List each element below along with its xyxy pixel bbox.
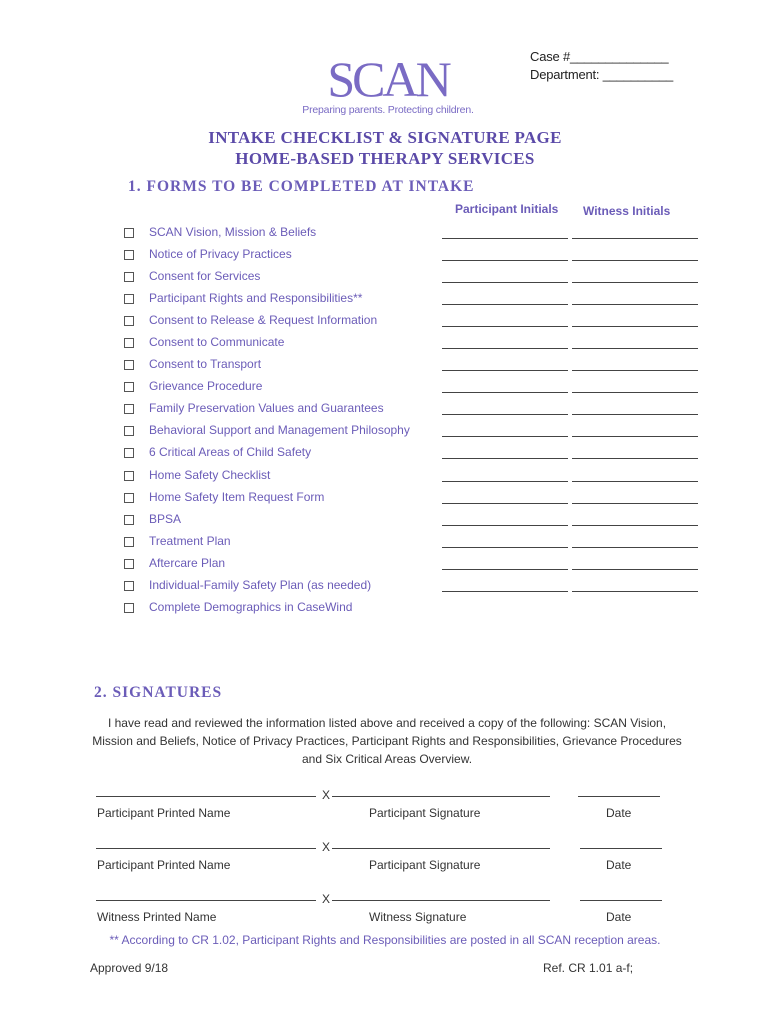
witness-initials-line[interactable] <box>572 260 698 261</box>
signature-x-mark: X <box>322 892 331 906</box>
checklist-item <box>124 224 704 246</box>
reference-code: Ref. CR 1.01 a-f; <box>543 961 634 975</box>
participant-initials-line[interactable] <box>442 458 568 459</box>
checkbox[interactable] <box>124 537 134 547</box>
participant-initials-line[interactable] <box>442 282 568 283</box>
participant-initials-line[interactable] <box>442 304 568 305</box>
forms-checklist <box>124 224 704 621</box>
signature-label: Witness Signature <box>369 910 467 924</box>
case-info <box>530 48 673 84</box>
signature-line[interactable] <box>332 900 550 901</box>
checklist-item-label: 6 Critical Areas of Child Safety <box>149 445 312 460</box>
checklist-item-label: Family Preservation Values and Guarantees <box>149 401 384 416</box>
signature-line[interactable] <box>332 796 550 797</box>
checklist-item-label: Aftercare Plan <box>149 555 226 570</box>
participant-initials-line[interactable] <box>442 436 568 437</box>
signature-label: Participant Signature <box>369 806 481 820</box>
scan-logo <box>300 51 476 116</box>
printed-name-label: Participant Printed Name <box>97 806 231 820</box>
witness-initials-line[interactable] <box>572 569 698 570</box>
checklist-item-label: SCAN Vision, Mission & Beliefs <box>149 225 317 239</box>
participant-initials-line[interactable] <box>442 525 568 526</box>
printed-name-line[interactable] <box>96 796 316 797</box>
checkbox[interactable] <box>124 426 134 436</box>
checklist-item-label: Home Safety Item Request Form <box>149 489 325 504</box>
signature-x-mark: X <box>322 840 331 854</box>
checklist-item <box>124 246 704 268</box>
page-subtitle: HOME-BASED THERAPY SERVICES <box>235 149 535 168</box>
witness-initials-line[interactable] <box>572 392 698 393</box>
checkbox[interactable] <box>124 448 134 458</box>
participant-initials-line[interactable] <box>442 326 568 327</box>
participant-initials-line[interactable] <box>442 392 568 393</box>
checklist-item <box>124 555 704 577</box>
witness-initials-line[interactable] <box>572 348 698 349</box>
participant-initials-line[interactable] <box>442 503 568 504</box>
approved-date: Approved 9/18 <box>90 961 169 975</box>
checklist-item <box>124 511 704 533</box>
witness-initials-line[interactable] <box>572 503 698 504</box>
checkbox[interactable] <box>124 603 134 613</box>
checklist-item <box>124 400 704 422</box>
checkbox[interactable] <box>124 404 134 414</box>
footnote: ** According to CR 1.02, Participant Rights and Responsibilities are posted in all SCAN reception areas. <box>109 933 661 947</box>
checklist-item <box>124 268 704 290</box>
checklist-item <box>124 356 704 378</box>
witness-initials-line[interactable] <box>572 326 698 327</box>
case-number-field[interactable]: Case #______________ <box>530 49 669 64</box>
department-field[interactable]: Department: __________ <box>530 67 674 82</box>
witness-initials-line[interactable] <box>572 304 698 305</box>
checklist-item-label: Individual-Family Safety Plan (as needed) <box>149 577 372 592</box>
checklist-item-label: Behavioral Support and Management Philosophy <box>149 423 410 438</box>
checklist-item <box>124 422 704 444</box>
checkbox[interactable] <box>124 382 134 392</box>
checklist-item-label: Grievance Procedure <box>149 379 263 394</box>
checklist-item <box>124 444 704 466</box>
signature-row <box>0 840 770 888</box>
checkbox[interactable] <box>124 294 134 304</box>
checkbox[interactable] <box>124 581 134 591</box>
checkbox[interactable] <box>124 471 134 481</box>
checklist-item <box>124 599 704 621</box>
section-signatures-heading: 2. SIGNATURES <box>94 684 223 701</box>
checkbox[interactable] <box>124 360 134 370</box>
witness-initials-line[interactable] <box>572 436 698 437</box>
signature-row <box>0 788 770 836</box>
signature-x-mark: X <box>322 788 331 802</box>
checklist-item-label: Consent to Communicate <box>149 335 285 350</box>
date-label: Date <box>606 858 632 872</box>
checklist-item <box>124 290 704 312</box>
witness-initials-line[interactable] <box>572 282 698 283</box>
witness-initials-line[interactable] <box>572 481 698 482</box>
participant-initials-line[interactable] <box>442 260 568 261</box>
checkbox[interactable] <box>124 515 134 525</box>
participant-initials-line[interactable] <box>442 348 568 349</box>
checklist-item-label: Consent to Release & Request Information <box>149 313 378 328</box>
participant-initials-line[interactable] <box>442 547 568 548</box>
logo-wordmark: SCAN <box>327 51 449 107</box>
checklist-item <box>124 577 704 599</box>
date-line[interactable] <box>580 900 662 901</box>
checkbox[interactable] <box>124 250 134 260</box>
date-label: Date <box>606 806 632 820</box>
signature-line[interactable] <box>332 848 550 849</box>
participant-initials-header: Participant Initials <box>455 202 559 216</box>
checklist-item <box>124 467 704 489</box>
date-label: Date <box>606 910 632 924</box>
witness-initials-line[interactable] <box>572 547 698 548</box>
checkbox[interactable] <box>124 493 134 503</box>
checklist-item <box>124 533 704 555</box>
checklist-item-label: Notice of Privacy Practices <box>149 247 292 262</box>
checkbox[interactable] <box>124 316 134 326</box>
checkbox[interactable] <box>124 559 134 569</box>
checkbox[interactable] <box>124 272 134 282</box>
checklist-item-label: Consent to Transport <box>149 357 262 372</box>
date-line[interactable] <box>578 796 660 797</box>
witness-initials-line[interactable] <box>572 414 698 415</box>
printed-name-line[interactable] <box>96 900 316 901</box>
checklist-item <box>124 378 704 400</box>
checklist-item-label: Participant Rights and Responsibilities** <box>149 291 363 306</box>
checklist-item-label: Consent for Services <box>149 269 261 284</box>
checklist-item-label: Treatment Plan <box>149 533 231 548</box>
page-title: INTAKE CHECKLIST & SIGNATURE PAGE <box>208 128 562 147</box>
witness-initials-line[interactable] <box>572 458 698 459</box>
checklist-item-label: Home Safety Checklist <box>149 467 271 482</box>
participant-initials-line[interactable] <box>442 569 568 570</box>
witness-initials-line[interactable] <box>572 591 698 592</box>
witness-initials-line[interactable] <box>572 370 698 371</box>
checklist-item <box>124 312 704 334</box>
section-forms-heading: 1. FORMS TO BE COMPLETED AT INTAKE <box>128 178 475 195</box>
checklist-item-label: BPSA <box>149 511 182 526</box>
checklist-item <box>124 489 704 511</box>
participant-initials-line[interactable] <box>442 414 568 415</box>
participant-initials-line[interactable] <box>442 370 568 371</box>
checkbox[interactable] <box>124 228 134 238</box>
printed-name-line[interactable] <box>96 848 316 849</box>
witness-initials-line[interactable] <box>572 525 698 526</box>
checkbox[interactable] <box>124 338 134 348</box>
logo-tagline: Preparing parents. Protecting children. <box>302 104 474 116</box>
witness-initials-header: Witness Initials <box>583 204 671 218</box>
participant-initials-line[interactable] <box>442 238 568 239</box>
date-line[interactable] <box>580 848 662 849</box>
signature-label: Participant Signature <box>369 858 481 872</box>
participant-initials-line[interactable] <box>442 591 568 592</box>
acknowledgement-text: I have read and reviewed the information listed above and received a copy of the following: SCAN Vision, Mission and Beliefs, Notice of Privacy Practices, Participant Rights and Responsibilities, Grievance Procedures and Six Critical Areas Overview. <box>92 716 682 766</box>
printed-name-label: Participant Printed Name <box>97 858 231 872</box>
checklist-item <box>124 334 704 356</box>
printed-name-label: Witness Printed Name <box>97 910 217 924</box>
participant-initials-line[interactable] <box>442 481 568 482</box>
checklist-item-label: Complete Demographics in CaseWind <box>149 599 353 614</box>
witness-initials-line[interactable] <box>572 238 698 239</box>
